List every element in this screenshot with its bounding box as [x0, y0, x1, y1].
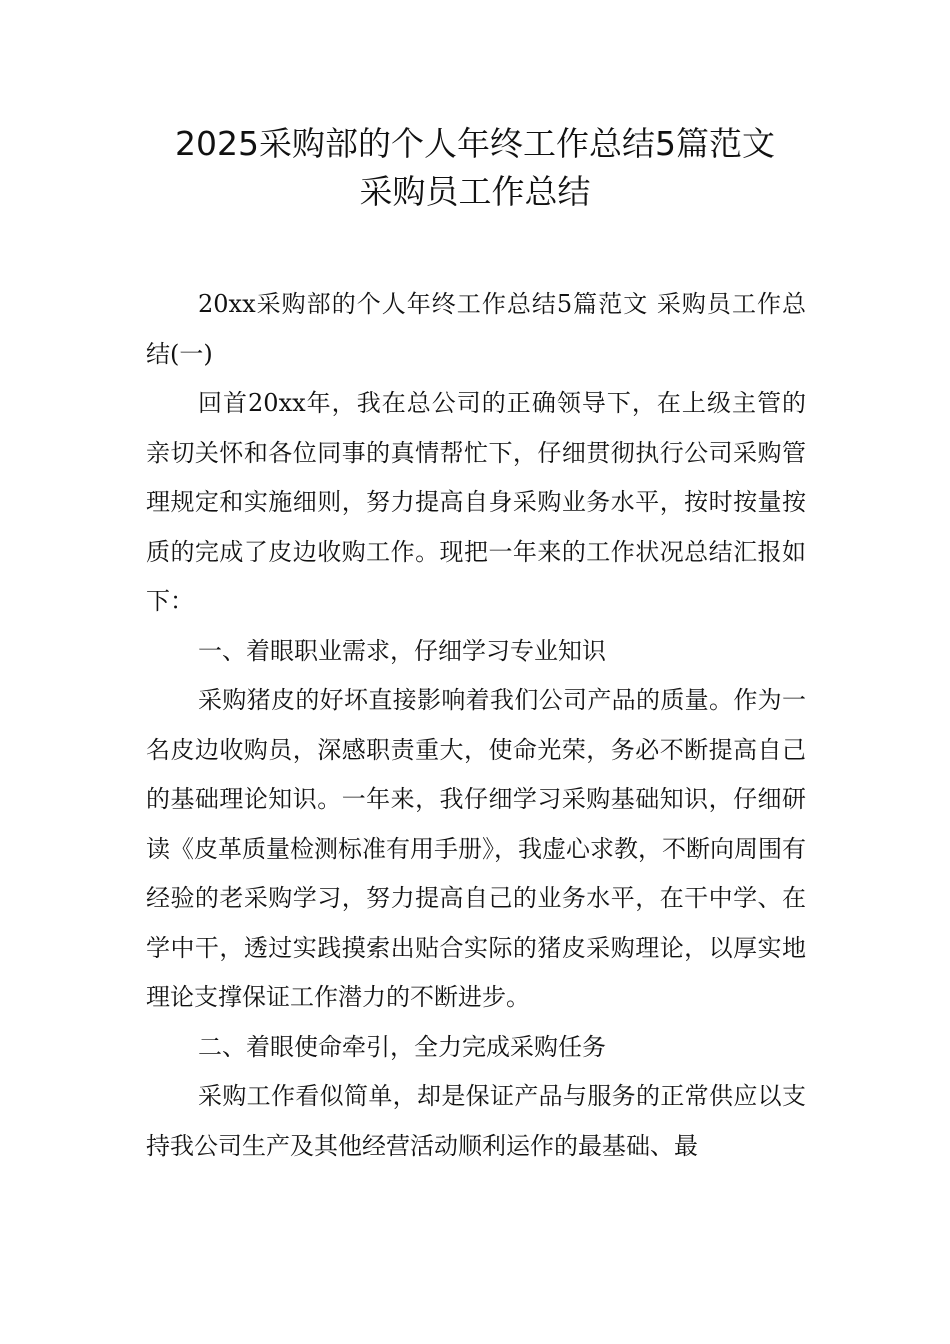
section-heading-1: 一、着眼职业需求，仔细学习专业知识	[198, 636, 606, 665]
document-title	[0, 120, 950, 216]
paragraph-learning: 采购猪皮的好坏直接影响着我们公司产品的质量。作为一名皮边收购员，深感职责重大，使命光荣，务必不断提高自己的基础理论知识。一年来，我仔细学习采购基础知识，仔细研读《皮革质量检测标准有用手册》，我虚心求教，不断向周围有经验的老采购学习，努力提高自己的业务水平，在干中学、在学中干，透过实践摸索出贴合实际的猪皮采购理论，以厚实地理论支撑保证工作潜力的不断进步。	[146, 686, 806, 1011]
paragraph-intro: 20xx采购部的个人年终工作总结5篇范文 采购员工作总结(一)	[146, 290, 806, 368]
section-heading-2: 二、着眼使命牵引，全力完成采购任务	[198, 1032, 606, 1061]
paragraph-mission: 采购工作看似简单，却是保证产品与服务的正常供应以支持我公司生产及其他经营活动顺利运作的最基础、最	[146, 1082, 806, 1160]
document-body	[146, 280, 806, 1171]
title-line-1: 2025采购部的个人年终工作总结5篇范文	[175, 124, 775, 163]
paragraph-review: 回首20xx年，我在总公司的正确领导下，在上级主管的亲切关怀和各位同事的真情帮忙下，仔细贯彻执行公司采购管理规定和实施细则，努力提高自身采购业务水平，按时按量按质的完成了皮边收购工作。现把一年来的工作状况总结汇报如下：	[146, 389, 806, 615]
title-line-2: 采购员工作总结	[359, 172, 591, 211]
